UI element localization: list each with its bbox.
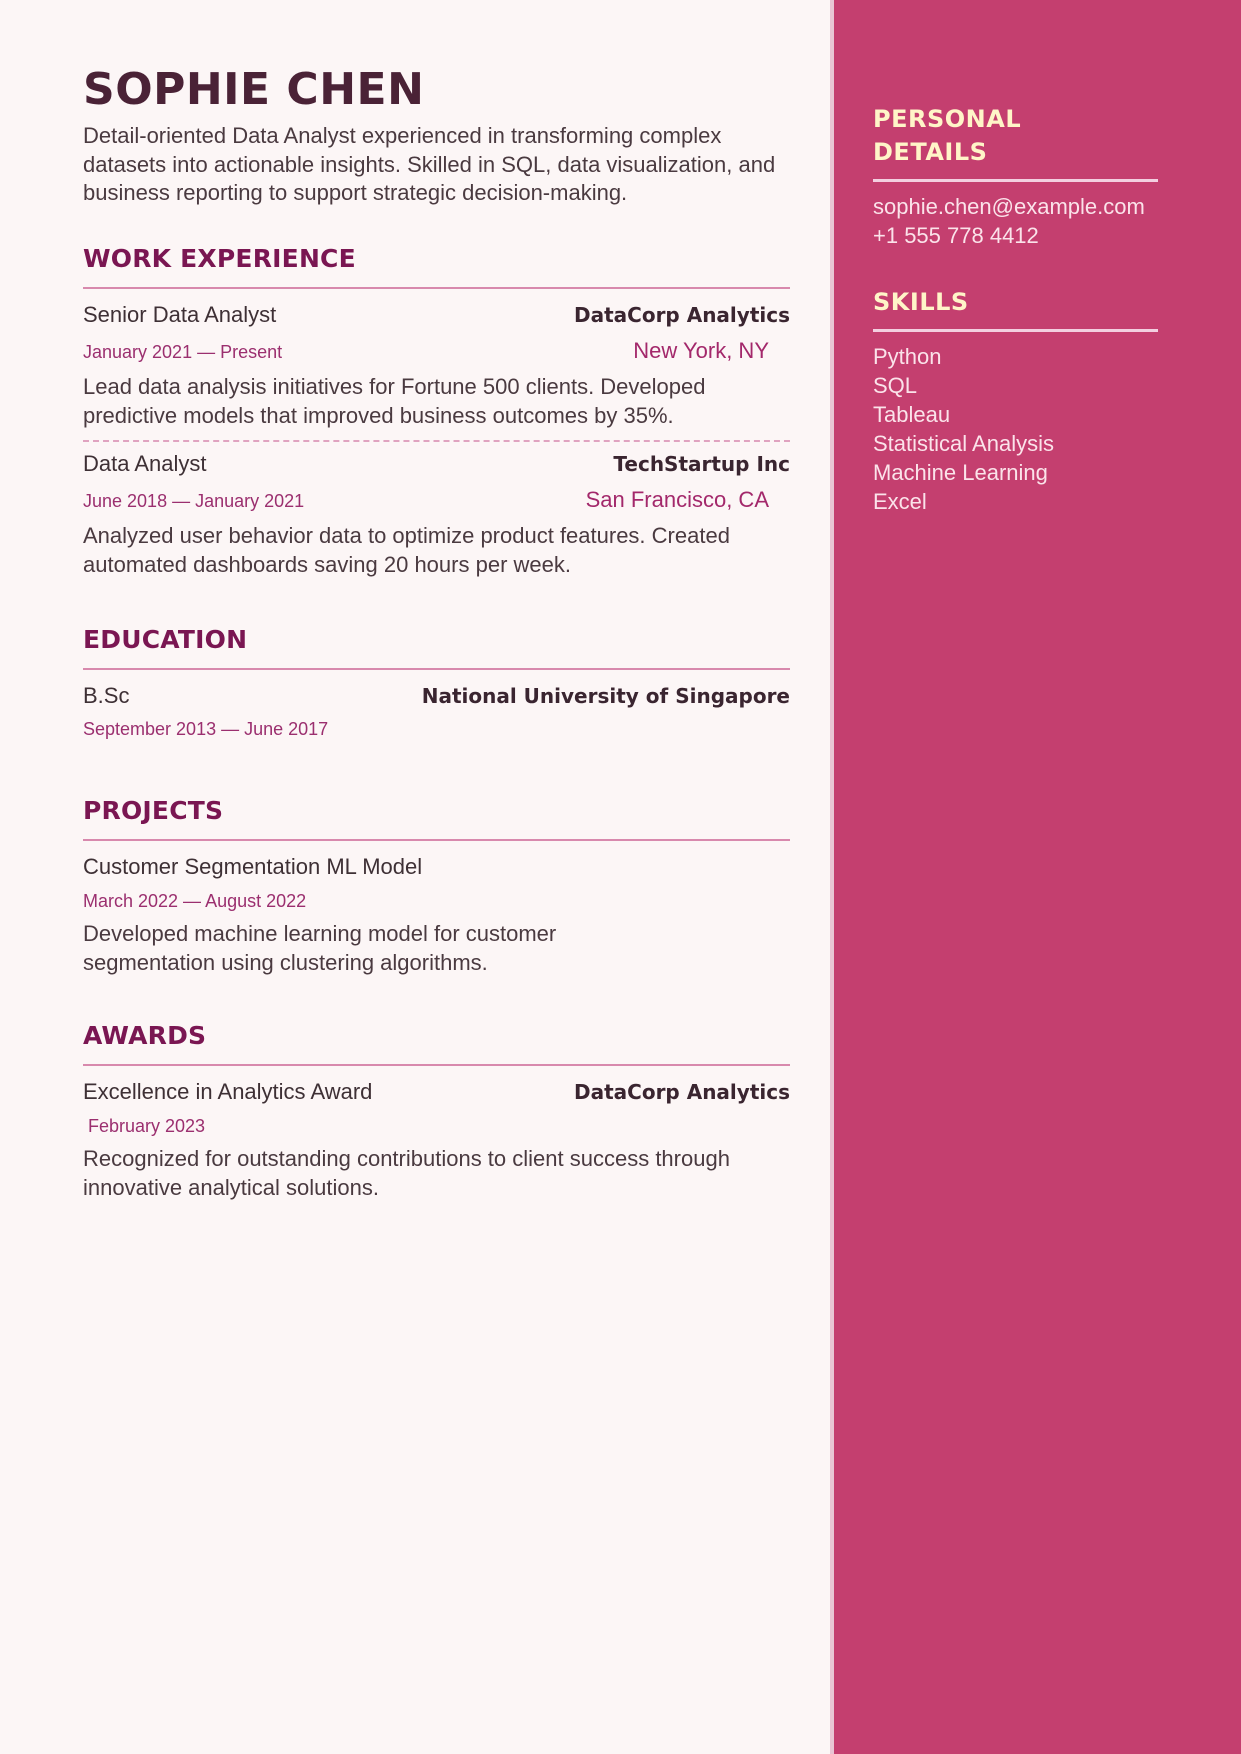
project-dates: March 2022 — August 2022 — [83, 890, 307, 911]
degree: B.Sc — [83, 682, 130, 708]
work-entry — [83, 448, 790, 579]
job-title: Data Analyst — [83, 450, 207, 476]
institution-name: National University of Singapore — [421, 683, 790, 708]
work-experience-section — [83, 242, 790, 579]
education-dates: September 2013 — June 2017 — [83, 718, 329, 739]
company-name: TechStartup Inc — [613, 451, 790, 476]
section-divider — [83, 668, 790, 670]
job-location: New York, NY — [633, 337, 769, 363]
sidebar — [830, 0, 1241, 1754]
project-description: Developed machine learning model for customer segmentation using clustering algorithms. — [83, 920, 557, 975]
job-location: San Francisco, CA — [585, 486, 769, 512]
education-entry — [83, 680, 790, 746]
award-description: Recognized for outstanding contributions to client success through innovative analytical solutions. — [83, 1145, 730, 1200]
skill-item: SQL — [873, 373, 918, 398]
section-title-projects: PROJECTS — [83, 795, 224, 825]
job-dates: June 2018 — January 2021 — [83, 490, 305, 511]
projects-section — [83, 794, 790, 977]
skill-item: Statistical Analysis — [873, 431, 1054, 456]
skill-item: Tableau — [873, 402, 951, 427]
job-dates: January 2021 — Present — [83, 341, 283, 362]
section-title-skills: SKILLS — [873, 288, 969, 316]
section-divider — [83, 1064, 790, 1066]
main-column — [83, 58, 790, 1202]
email-address[interactable]: sophie.chen@example.com — [873, 194, 1145, 219]
award-name: Excellence in Analytics Award — [83, 1078, 373, 1104]
education-section — [83, 623, 790, 746]
skill-item: Excel — [873, 489, 927, 514]
work-entry — [83, 299, 790, 430]
award-date: February 2023 — [88, 1115, 206, 1136]
award-entry — [83, 1076, 790, 1202]
award-issuer: DataCorp Analytics — [574, 1079, 790, 1104]
section-title-work: WORK EXPERIENCE — [83, 243, 356, 273]
skill-item: Python — [873, 344, 942, 369]
section-title-education: EDUCATION — [83, 624, 248, 654]
job-description: Analyzed user behavior data to optimize product features. Created automated dashboards saving 20 hours per week. — [83, 522, 730, 577]
job-description: Lead data analysis initiatives for Fortune 500 clients. Developed predictive models that improved business outcomes by 35%. — [83, 373, 706, 428]
profile-summary: Detail-oriented Data Analyst experienced in transforming complex datasets into actionable insights. Skilled in SQL, data visualization, and business reporting to support strategic decision-making. — [83, 123, 776, 205]
skills-section — [873, 286, 1158, 516]
section-divider — [83, 839, 790, 841]
sidebar-divider — [873, 329, 1158, 332]
company-name: DataCorp Analytics — [574, 302, 790, 327]
project-name: Customer Segmentation ML Model — [83, 853, 423, 879]
section-title-awards: AWARDS — [83, 1020, 207, 1050]
sidebar-divider — [873, 179, 1158, 182]
project-entry — [83, 851, 790, 977]
awards-section — [83, 1019, 790, 1202]
section-title-personal-details: PERSONAL DETAILS — [873, 105, 1022, 166]
skill-item: Machine Learning — [873, 460, 1048, 485]
candidate-name: SOPHIE CHEN — [83, 64, 425, 115]
entry-separator — [83, 440, 790, 442]
job-title: Senior Data Analyst — [83, 301, 277, 327]
phone-number[interactable]: +1 555 778 4412 — [873, 223, 1039, 248]
section-divider — [83, 287, 790, 289]
personal-details-section — [873, 103, 1158, 250]
